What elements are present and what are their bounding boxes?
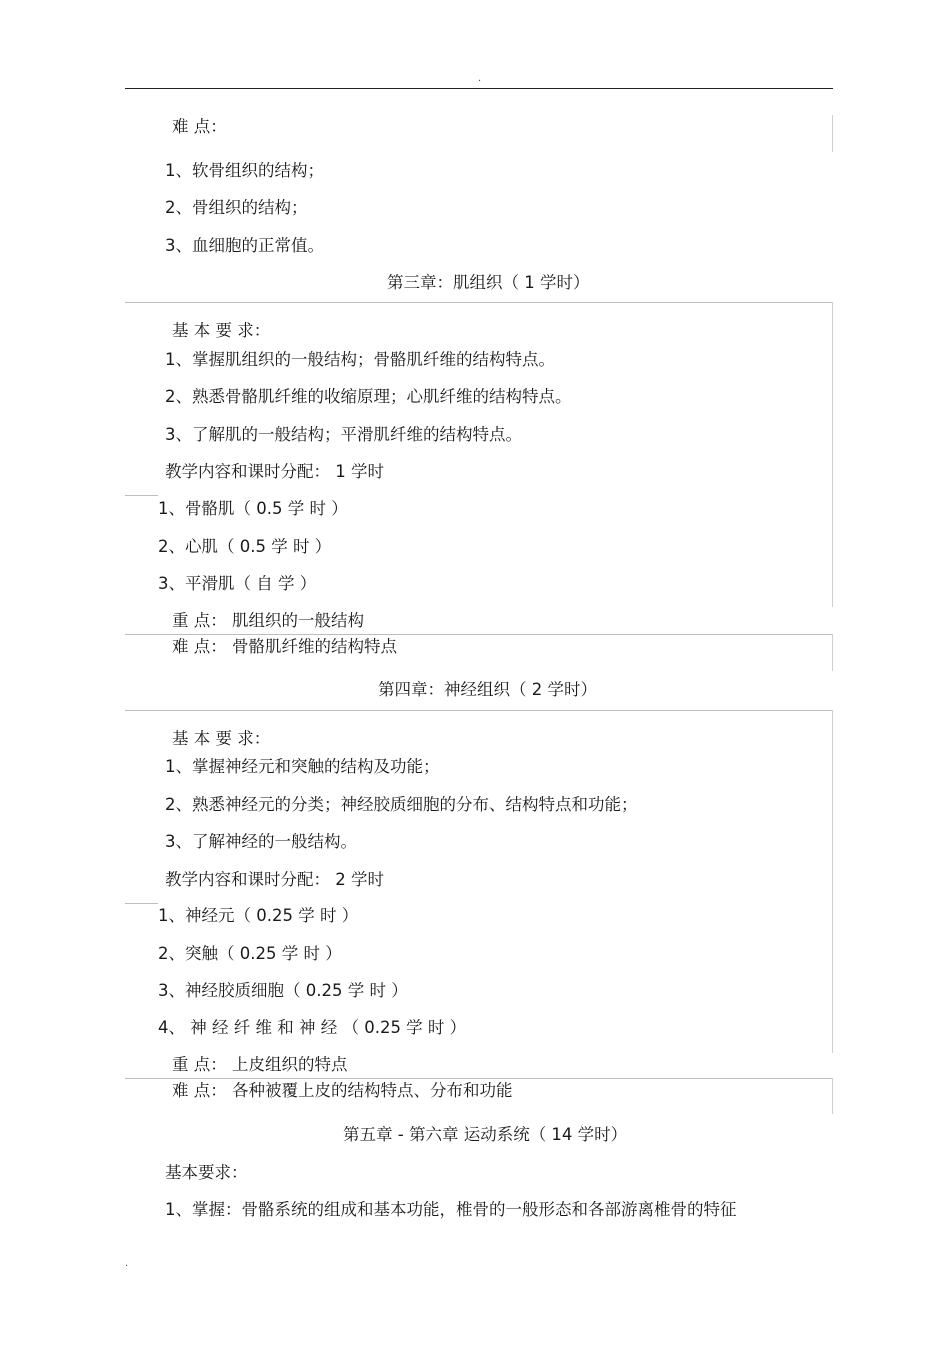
- chapter-title: 第五章 - 第六章 运动系统（ 14 学时）: [343, 1125, 628, 1144]
- list-item: 3、血细胞的正常值。: [165, 236, 324, 255]
- hours-allocation: 教学内容和课时分配： 1 学时: [165, 462, 384, 481]
- footer-dot: .: [125, 1258, 129, 1269]
- difficult-points: 难 点： 骨骼肌纤维的结构特点: [172, 637, 397, 656]
- table-border: [125, 302, 833, 303]
- requirement-item: 1、掌握：骨骼系统的组成和基本功能，椎骨的一般形态和各部游离椎骨的特征: [165, 1200, 737, 1219]
- requirement-item: 1、掌握肌组织的一般结构；骨骼肌纤维的结构特点。: [165, 350, 555, 369]
- table-border: [832, 115, 833, 152]
- content-item: 2、突触（ 0.25 学 时 ）: [158, 944, 342, 963]
- requirement-item: 1、掌握神经元和突触的结构及功能；: [165, 757, 440, 776]
- content-item: 1、神经元（ 0.25 学 时 ）: [158, 906, 359, 925]
- requirement-item: 2、熟悉骨骼肌纤维的收缩原理；心肌纤维的结构特点。: [165, 387, 572, 406]
- chapter-title: 第三章：肌组织（ 1 学时）: [387, 273, 590, 292]
- basic-requirements-label: 基 本 要 求：: [172, 321, 271, 340]
- content-item: 2、心肌（ 0.5 学 时 ）: [158, 537, 332, 556]
- table-border: [832, 710, 833, 1053]
- header-dot: .: [478, 73, 482, 84]
- table-border: [125, 903, 158, 904]
- content-item: 3、神经胶质细胞（ 0.25 学 时 ）: [158, 981, 408, 1000]
- table-border: [832, 634, 833, 671]
- basic-requirements-label: 基本要求：: [165, 1163, 248, 1182]
- key-points: 重 点： 肌组织的一般结构: [172, 611, 364, 630]
- requirement-item: 3、了解神经的一般结构。: [165, 832, 357, 851]
- content-item: 3、平滑肌（ 自 学 ）: [158, 574, 317, 593]
- table-border: [125, 634, 833, 635]
- basic-requirements-label: 基 本 要 求：: [172, 729, 271, 748]
- requirement-item: 3、了解肌的一般结构；平滑肌纤维的结构特点。: [165, 425, 522, 444]
- difficult-label: 难 点：: [172, 117, 227, 136]
- chapter-title: 第四章：神经组织（ 2 学时）: [378, 680, 597, 699]
- key-points: 重 点： 上皮组织的特点: [172, 1055, 348, 1074]
- requirement-item: 2、熟悉神经元的分类；神经胶质细胞的分布、结构特点和功能；: [165, 795, 638, 814]
- content-item: 1、骨骼肌（ 0.5 学 时 ）: [158, 499, 348, 518]
- hours-allocation: 教学内容和课时分配： 2 学时: [165, 870, 384, 889]
- list-item: 1、软骨组织的结构；: [165, 161, 324, 180]
- header-rule: [125, 88, 833, 89]
- difficult-points: 难 点： 各种被覆上皮的结构特点、分布和功能: [172, 1081, 513, 1100]
- table-border: [832, 1078, 833, 1114]
- content-item: 4、 神 经 纤 维 和 神 经 （ 0.25 学 时 ）: [158, 1018, 467, 1037]
- table-border: [832, 302, 833, 607]
- table-border: [125, 495, 158, 496]
- table-border: [125, 1078, 833, 1079]
- list-item: 2、骨组织的结构；: [165, 198, 308, 217]
- table-border: [125, 710, 833, 711]
